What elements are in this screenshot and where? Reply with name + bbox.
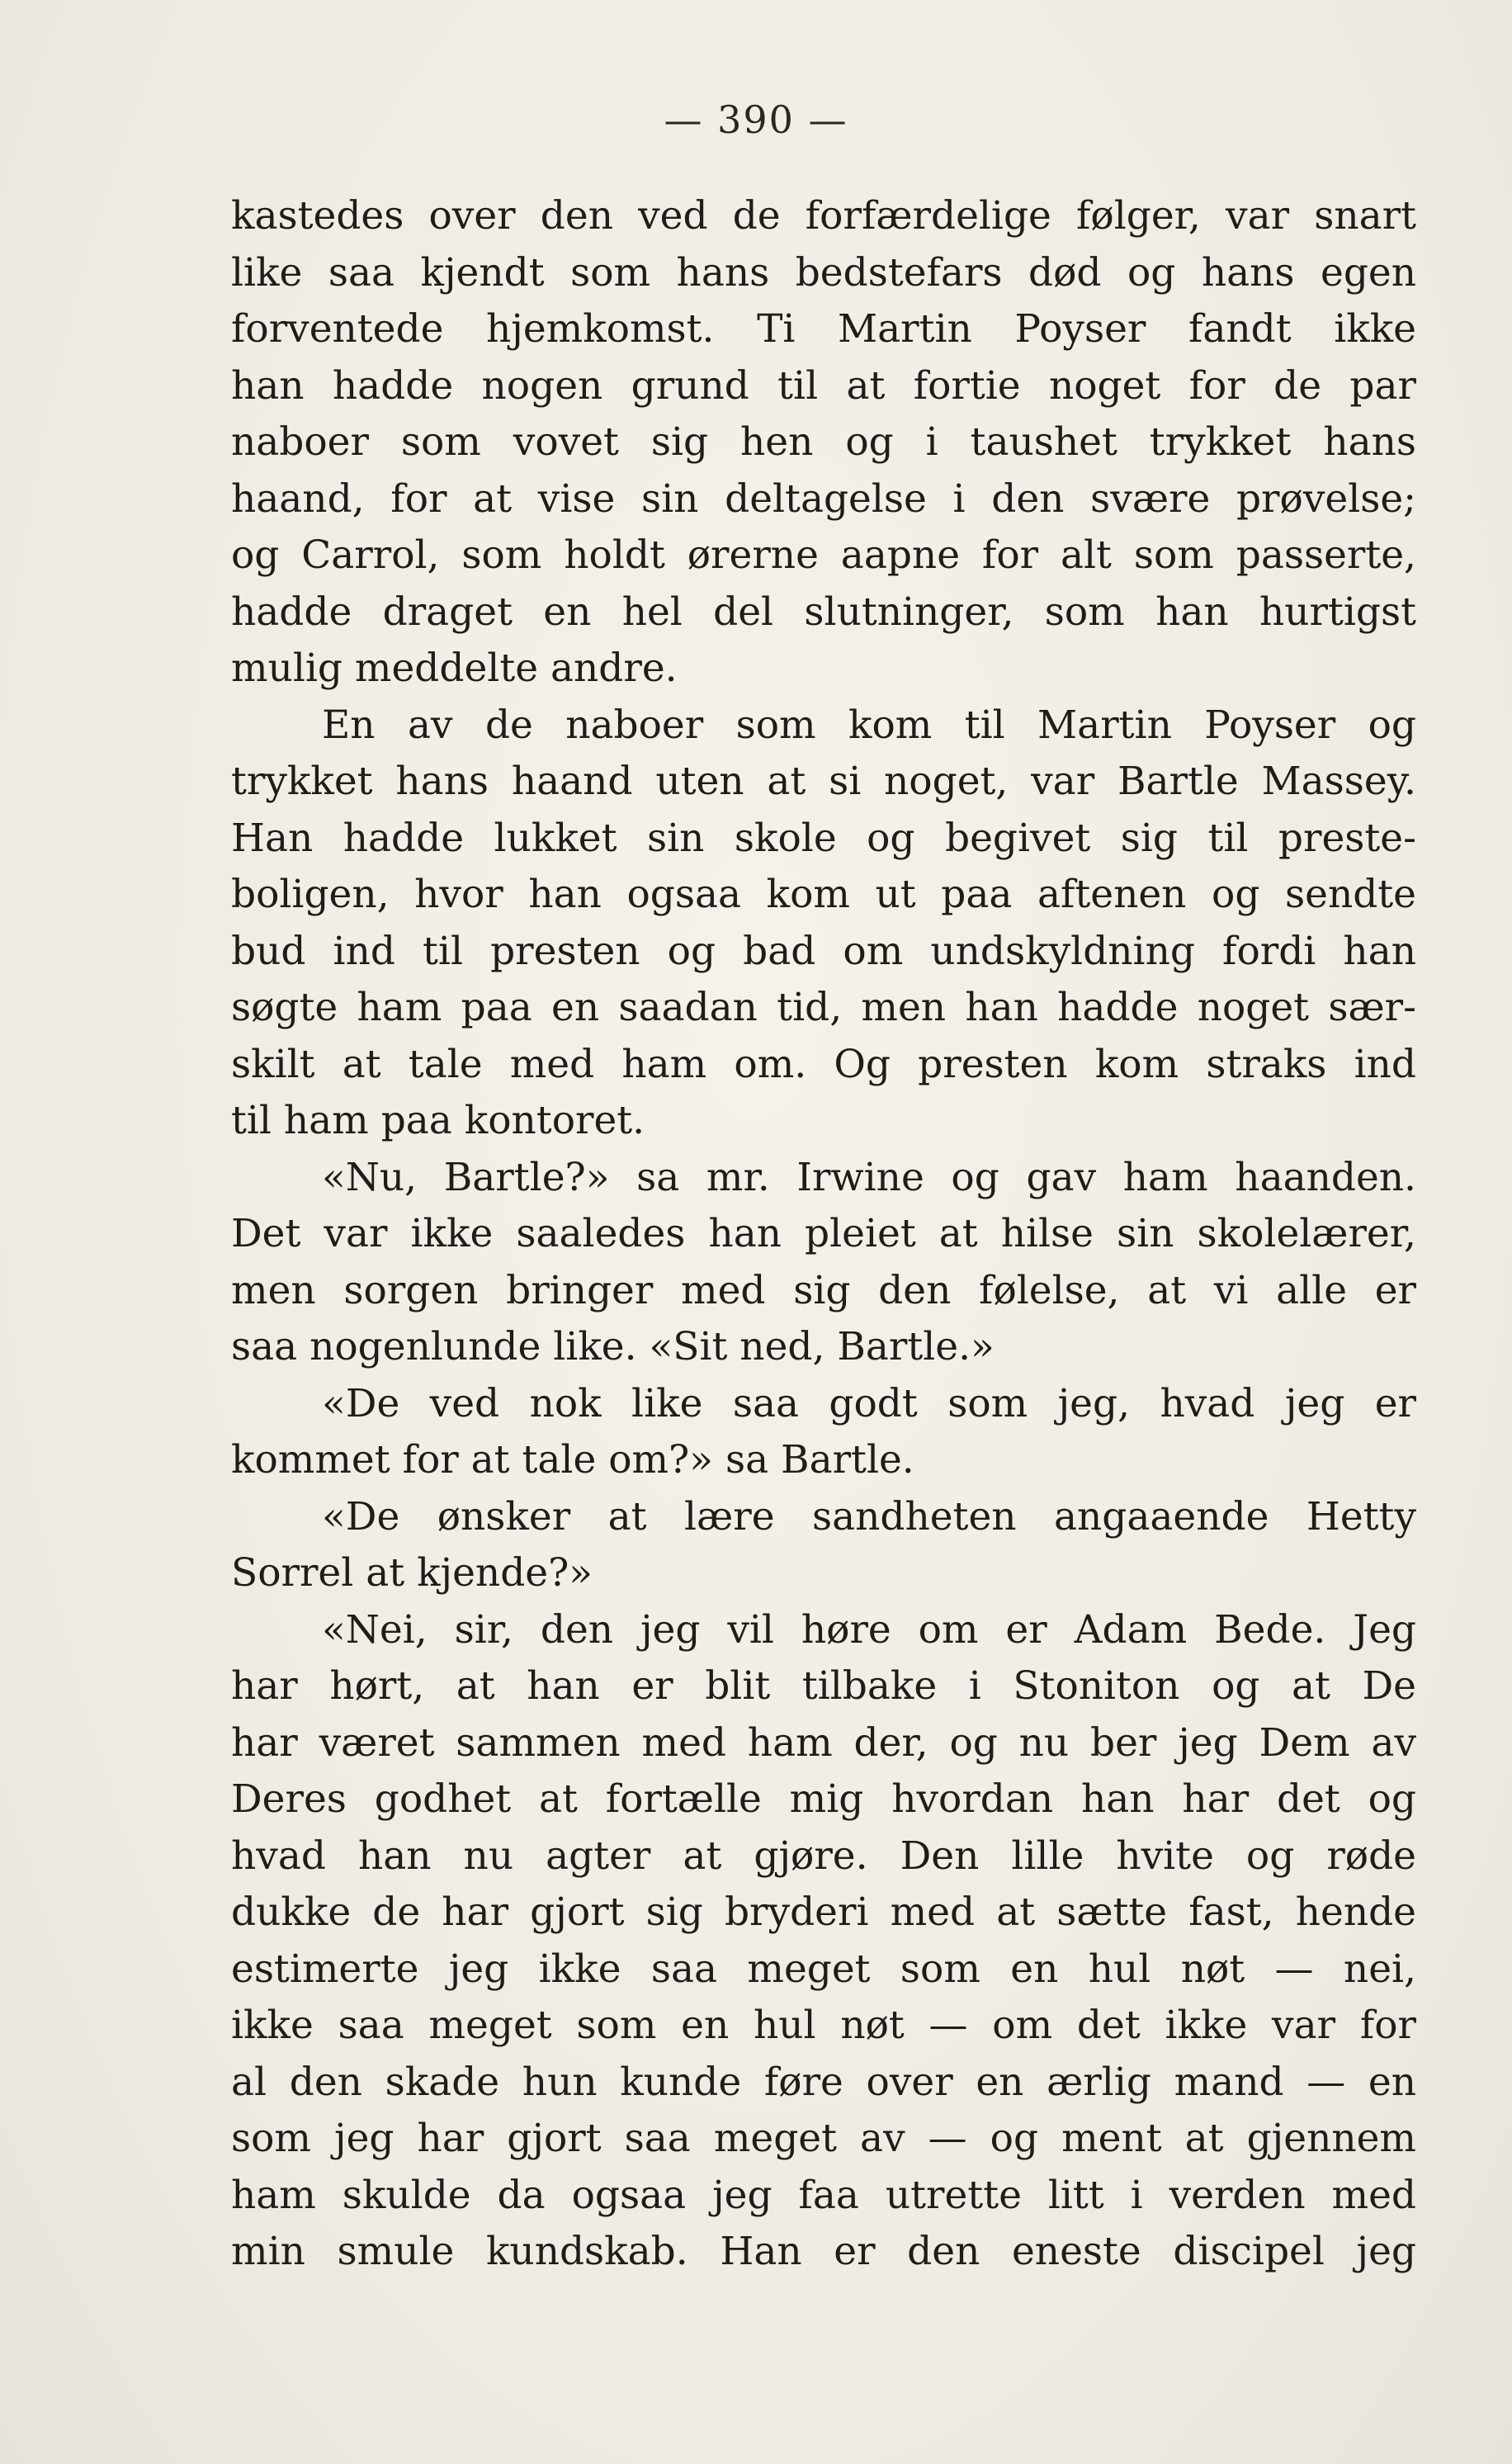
text-line: ikke saa meget som en hul nøt — om det ikke var for xyxy=(231,2003,1416,2048)
text-line: til ham paa kontoret. xyxy=(231,1098,645,1143)
text-line: har været sammen med ham der, og nu ber jeg Dem av xyxy=(231,1719,1416,1766)
text-line: Han hadde lukket sin skole og begivet sig til preste- xyxy=(231,815,1416,861)
text-line: naboer som vovet sig hen og i taushet trykket hans xyxy=(231,419,1416,465)
text-line: men sorgen bringer med sig den følelse, at vi alle er xyxy=(231,1267,1416,1313)
text-line: han hadde nogen grund til at fortie noget for de par xyxy=(231,362,1416,409)
text-line: boligen, hvor han ogsaa kom ut paa aftenen og sendte xyxy=(231,872,1416,917)
text-line: hvad han nu agter at gjøre. Den lille hvite og røde xyxy=(231,1833,1416,1879)
text-line: søgte ham paa en saadan tid, men han hadde noget sær- xyxy=(231,985,1416,1030)
text-line: mulig meddelte andre. xyxy=(231,646,678,691)
text-line: saa nogenlunde like. «Sit ned, Bartle.» xyxy=(231,1324,995,1369)
text-line: Deres godhet at fortælle mig hvordan han har det og xyxy=(231,1776,1416,1822)
text-line: «De ved nok like saa godt som jeg, hvad jeg er xyxy=(322,1380,1416,1426)
text-line: Det var ikke saaledes han pleiet at hilse sin skolelærer, xyxy=(231,1211,1416,1256)
text-line: Sorrel at kjende?» xyxy=(231,1550,593,1596)
text-line: haand, for at vise sin deltagelse i den svære prøvelse; xyxy=(231,475,1416,522)
text-line: skilt at tale med ham om. Og presten kom straks ind xyxy=(231,1041,1416,1087)
text-line: En av de naboer som kom til Martin Poyser og xyxy=(322,702,1416,748)
page-number: — 390 — xyxy=(664,97,848,142)
text-line: estimerte jeg ikke saa meget som en hul nøt — nei, xyxy=(231,1946,1416,1992)
text-line: «Nu, Bartle?» sa mr. Irwine og gav ham haanden. xyxy=(322,1154,1416,1200)
text-line: «Nei, sir, den jeg vil høre om er Adam Bede. Jeg xyxy=(322,1606,1416,1653)
text-line: kastedes over den ved de forfærdelige følger, var snart xyxy=(231,193,1416,239)
body-text xyxy=(231,188,1416,2281)
text-line: forventede hjemkomst. Ti Martin Poyser fandt ikke xyxy=(231,306,1416,352)
text-line: kommet for at tale om?» sa Bartle. xyxy=(231,1437,914,1483)
text-line: som jeg har gjort saa meget av — og ment at gjennem xyxy=(231,2116,1416,2161)
text-line: bud ind til presten og bad om undskyldning fordi han xyxy=(231,928,1416,974)
text-line: al den skade hun kunde føre over en ærlig mand — en xyxy=(231,2059,1416,2105)
text-line: like saa kjendt som hans bedstefars død og hans egen xyxy=(231,249,1416,296)
text-line: trykket hans haand uten at si noget, var Bartle Massey. xyxy=(231,759,1416,804)
text-line: ham skulde da ogsaa jeg faa utrette litt i verden med xyxy=(231,2172,1416,2218)
text-line: dukke de har gjort sig bryderi med at sætte fast, hende xyxy=(231,1889,1416,1935)
text-line: hadde draget en hel del slutninger, som han hurtigst xyxy=(231,589,1416,635)
text-line: min smule kundskab. Han er den eneste discipel jeg xyxy=(231,2229,1416,2274)
text-line: har hørt, at han er blit tilbake i Stoniton og at De xyxy=(231,1663,1416,1709)
text-line: og Carrol, som holdt ørerne aapne for alt som passerte, xyxy=(231,532,1416,578)
text-line: «De ønsker at lære sandheten angaaende Hetty xyxy=(322,1493,1416,1539)
